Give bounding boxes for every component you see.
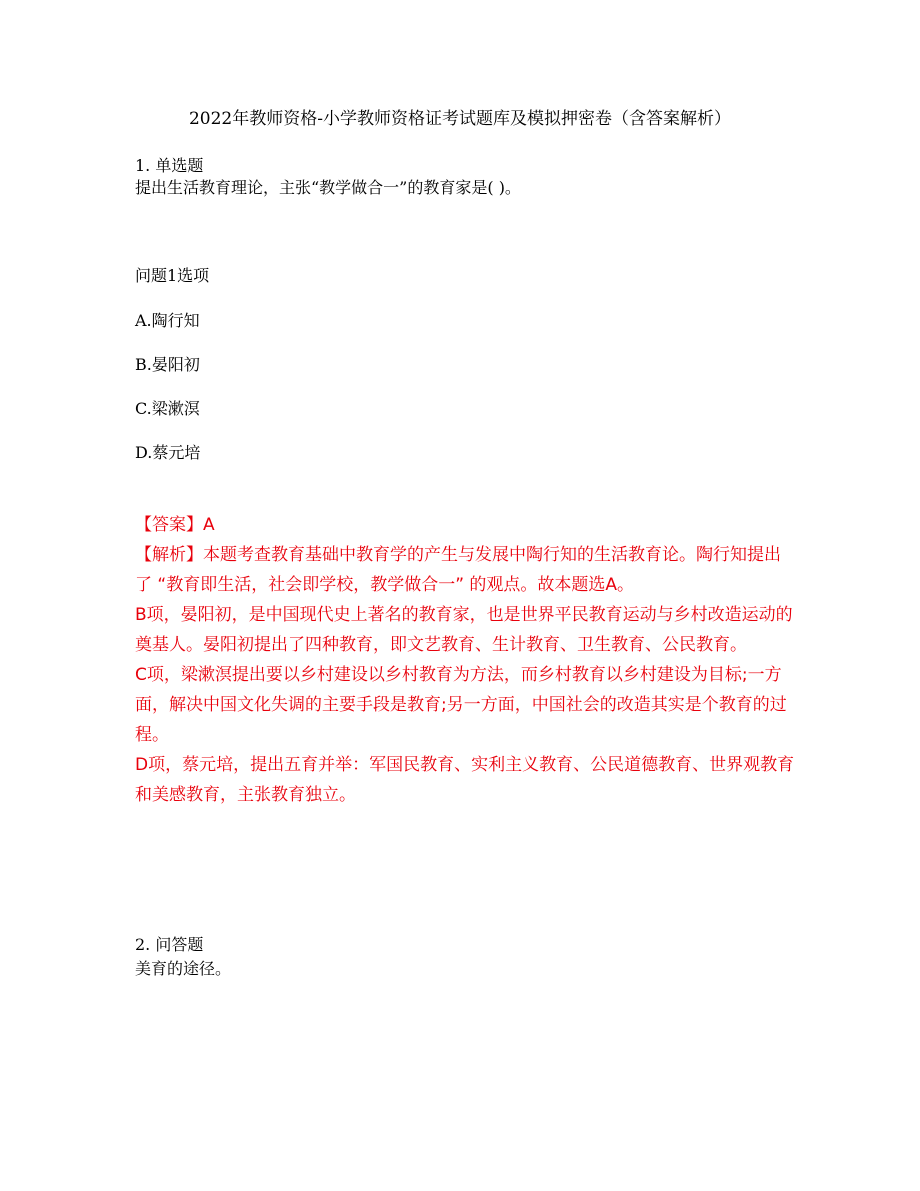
question-1-stem: 提出生活教育理论，主张“教学做合一”的教育家是( )。 bbox=[135, 178, 521, 197]
answer-line: 【答案】A bbox=[135, 515, 215, 535]
analysis-paragraph: B项，晏阳初，是中国现代史上著名的教育家，也是世界平民教育运动与乡村改造运动的奠基人。晏阳初提出了四种教育，即文艺教育、生计教育、卫生教育、公民教育。 bbox=[135, 605, 793, 655]
option-a: A.陶行知 bbox=[135, 311, 200, 330]
analysis-paragraph: 【解析】本题考查教育基础中教育学的产生与发展中陶行知的生活教育论。陶行知提出了 “教育即生活，社会即学校，教学做合一” 的观点。故本题选A。 bbox=[135, 545, 781, 595]
option-d: D.蔡元培 bbox=[135, 443, 201, 462]
question-1-heading: 1. 单选题 bbox=[135, 156, 204, 175]
document-title: 2022年教师资格-小学教师资格证考试题库及模拟押密卷（含答案解析） bbox=[188, 109, 731, 129]
question-2-heading: 2. 问答题 bbox=[135, 935, 204, 954]
analysis-paragraph: D项，蔡元培，提出五育并举：军国民教育、实利主义教育、公民道德教育、世界观教育和美感教育，主张教育独立。 bbox=[135, 755, 795, 805]
answer-analysis bbox=[135, 510, 795, 810]
question-2-stem: 美育的途径。 bbox=[135, 959, 232, 978]
option-b: B.晏阳初 bbox=[135, 355, 200, 374]
option-c: C.梁漱溟 bbox=[135, 399, 200, 418]
question-1-options-title: 问题1选项 bbox=[135, 266, 210, 285]
analysis-paragraph: C项，梁漱溟提出要以乡村建设以乡村教育为方法，而乡村教育以乡村建设为目标;一方面，解决中国文化失调的主要手段是教育;另一方面，中国社会的改造其实是个教育的过程。 bbox=[135, 665, 787, 745]
